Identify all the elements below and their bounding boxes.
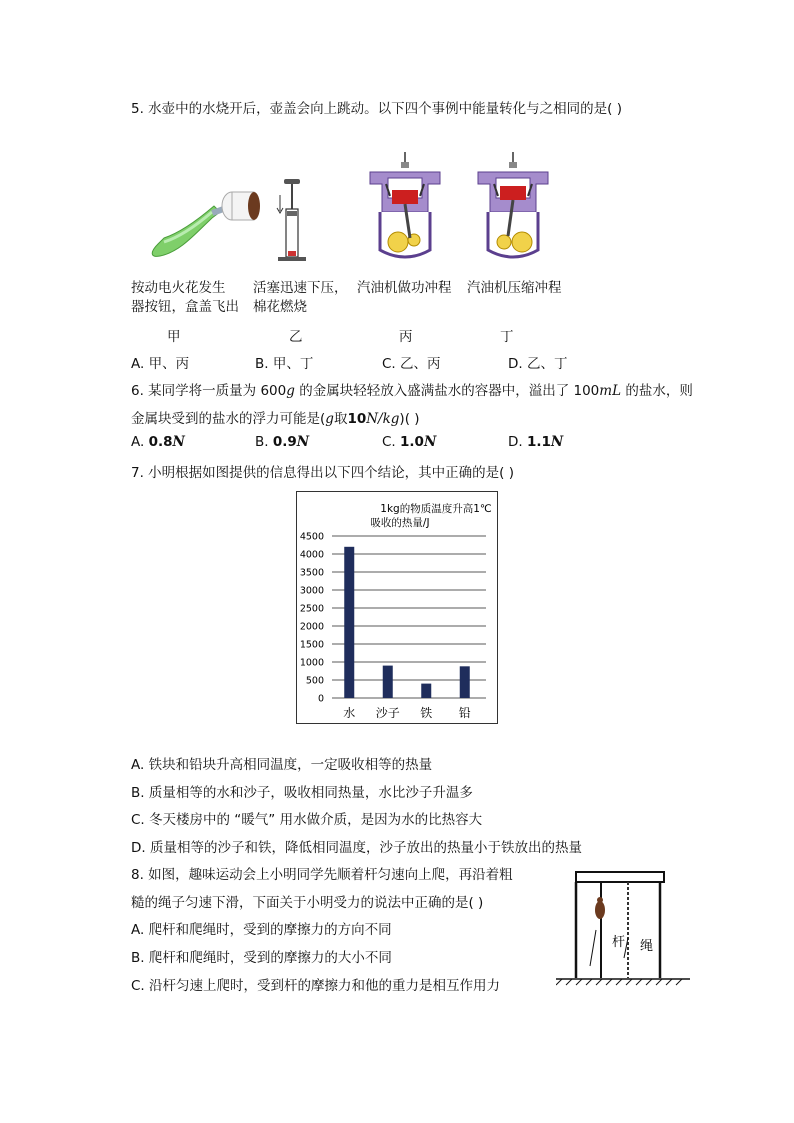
chart-y-tick-label: 3500	[299, 567, 324, 579]
q5-option-a[interactable]: A. 甲、丙	[131, 356, 190, 372]
q7-option-c[interactable]: C. 冬天楼房中的 “暖气” 用水做介质，是因为水的比热容大	[131, 812, 483, 828]
q7-option-d[interactable]: D. 质量相等的沙子和铁，降低相同温度，沙子放出的热量小于铁放出的热量	[131, 840, 582, 856]
caption-bing: 汽油机做功冲程	[357, 280, 452, 296]
caption-yi-line1: 活塞迅速下压，	[253, 280, 348, 296]
q6-option-d[interactable]: D. 1.1N	[508, 434, 564, 450]
q6-option-b[interactable]: B. 0.9N	[255, 434, 310, 450]
air-compression-syringe-image	[272, 175, 312, 267]
q6-option-a[interactable]: A. 0.8N	[131, 434, 185, 450]
pole-and-rope-figure	[556, 868, 690, 988]
chart-y-tick-label: 4000	[299, 549, 324, 561]
rope-label: 绳	[640, 939, 654, 954]
label-bing: 丙	[399, 329, 413, 345]
engine-power-stroke-image	[366, 150, 444, 265]
q5-option-c[interactable]: C. 乙、丙	[382, 356, 441, 372]
engine-compression-stroke-image	[474, 150, 552, 265]
caption-jia-line1: 按动电火花发生	[131, 280, 226, 296]
chart-y-tick-label: 500	[305, 675, 324, 687]
specific-heat-bar-chart	[296, 491, 498, 724]
chart-title-line2: 吸收的热量/J	[370, 517, 430, 529]
chart-x-tick-label: 沙子	[375, 706, 400, 720]
chart-y-tick-label: 2500	[299, 603, 324, 615]
q8-option-a[interactable]: A. 爬杆和爬绳时，受到的摩擦力的方向不同	[131, 922, 392, 938]
label-yi: 乙	[289, 329, 303, 345]
q8-stem-line2: 糙的绳子匀速下滑，下面关于小明受力的说法中正确的是( )	[131, 895, 484, 911]
chart-y-tick-label: 3000	[299, 585, 324, 597]
q7-option-b[interactable]: B. 质量相等的水和沙子，吸收相同热量，水比沙子升温多	[131, 785, 473, 801]
chart-x-tick-label: 铅	[458, 706, 471, 720]
chart-bar	[460, 666, 470, 698]
q7-option-a[interactable]: A. 铁块和铅块升高相同温度，一定吸收相等的热量	[131, 757, 433, 773]
q8-option-b[interactable]: B. 爬杆和爬绳时，受到的摩擦力的大小不同	[131, 950, 392, 966]
label-ding: 丁	[500, 329, 514, 345]
chart-y-tick-label: 1500	[299, 639, 324, 651]
q6-stem-line1: 6. 某同学将一质量为 600g 的金属块轻轻放入盛满盐水的容器中，溢出了 100mL 的盐水，则	[131, 383, 693, 399]
caption-yi-line2: 棉花燃烧	[253, 299, 307, 315]
q6-stem-line2: 金属块受到的盐水的浮力可能是(g取10N/kg)( )	[131, 411, 420, 427]
q6-option-c[interactable]: C. 1.0N	[382, 434, 437, 450]
q5-option-d[interactable]: D. 乙、丁	[508, 356, 568, 372]
q5-option-b[interactable]: B. 甲、丁	[255, 356, 314, 372]
chart-y-tick-label: 0	[317, 693, 324, 705]
chart-bar	[344, 547, 354, 698]
chart-bar	[383, 666, 393, 698]
chart-y-tick-label: 2000	[299, 621, 324, 633]
chart-bar	[421, 684, 431, 698]
chart-x-tick-label: 水	[343, 706, 356, 720]
q5-stem: 5. 水壶中的水烧开后，壶盖会向上跳动。以下四个事例中能量转化与之相同的是( )	[131, 101, 622, 117]
label-jia: 甲	[167, 329, 181, 345]
spark-generator-image	[140, 182, 265, 262]
caption-ding: 汽油机压缩冲程	[467, 280, 562, 296]
chart-y-tick-label: 1000	[299, 657, 324, 669]
q8-stem-line1: 8. 如图，趣味运动会上小明同学先顺着杆匀速向上爬，再沿着粗	[131, 867, 513, 883]
q7-stem: 7. 小明根据如图提供的信息得出以下四个结论，其中正确的是( )	[131, 465, 514, 481]
q8-option-c[interactable]: C. 沿杆匀速上爬时，受到杆的摩擦力和他的重力是相互作用力	[131, 978, 501, 994]
chart-title-line1: 1kg的物质温度升高1℃	[380, 503, 492, 515]
chart-y-tick-label: 4500	[299, 531, 324, 543]
pole-label: 杆	[612, 935, 626, 950]
chart-x-tick-label: 铁	[420, 706, 433, 720]
caption-jia-line2: 器按钮，盒盖飞出	[131, 299, 239, 315]
